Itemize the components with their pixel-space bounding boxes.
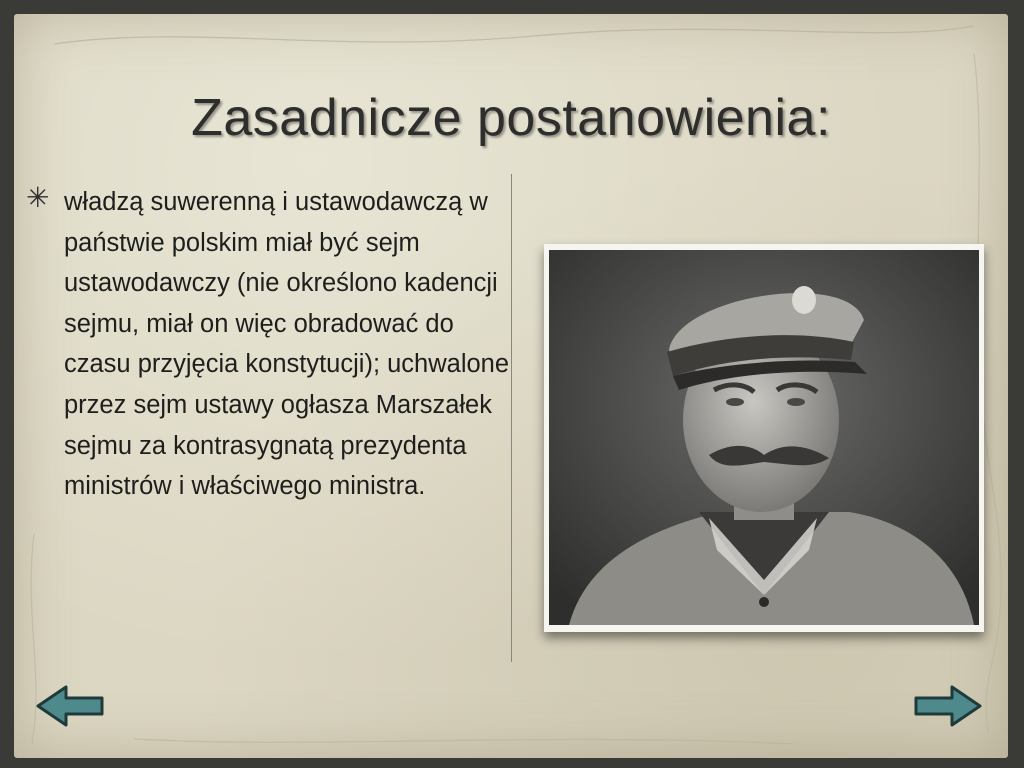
photo-frame	[544, 244, 984, 632]
next-slide-button[interactable]	[912, 684, 984, 728]
bullet-text: władzą suwerenną i ustawodawczą w państwie polskim miał być sejm ustawodawczy (nie określono kadencji sejmu, miał on więc obradować do czasu przyjęcia konstytucji); uchwalone przez sejm ustawy ogłasza Marszałek sejmu za kontrasygnatą prezydenta ministrów i właściwego ministra.	[64, 188, 510, 501]
bullet-star-icon: ✳	[26, 182, 50, 213]
previous-slide-button[interactable]	[34, 684, 106, 728]
right-arrow-icon	[916, 687, 980, 725]
column-divider	[511, 174, 512, 662]
slide-title: Zasadnicze postanowienia:	[191, 89, 831, 147]
slide	[14, 14, 1008, 758]
left-arrow-icon	[38, 687, 102, 725]
portrait-photo	[549, 250, 979, 625]
